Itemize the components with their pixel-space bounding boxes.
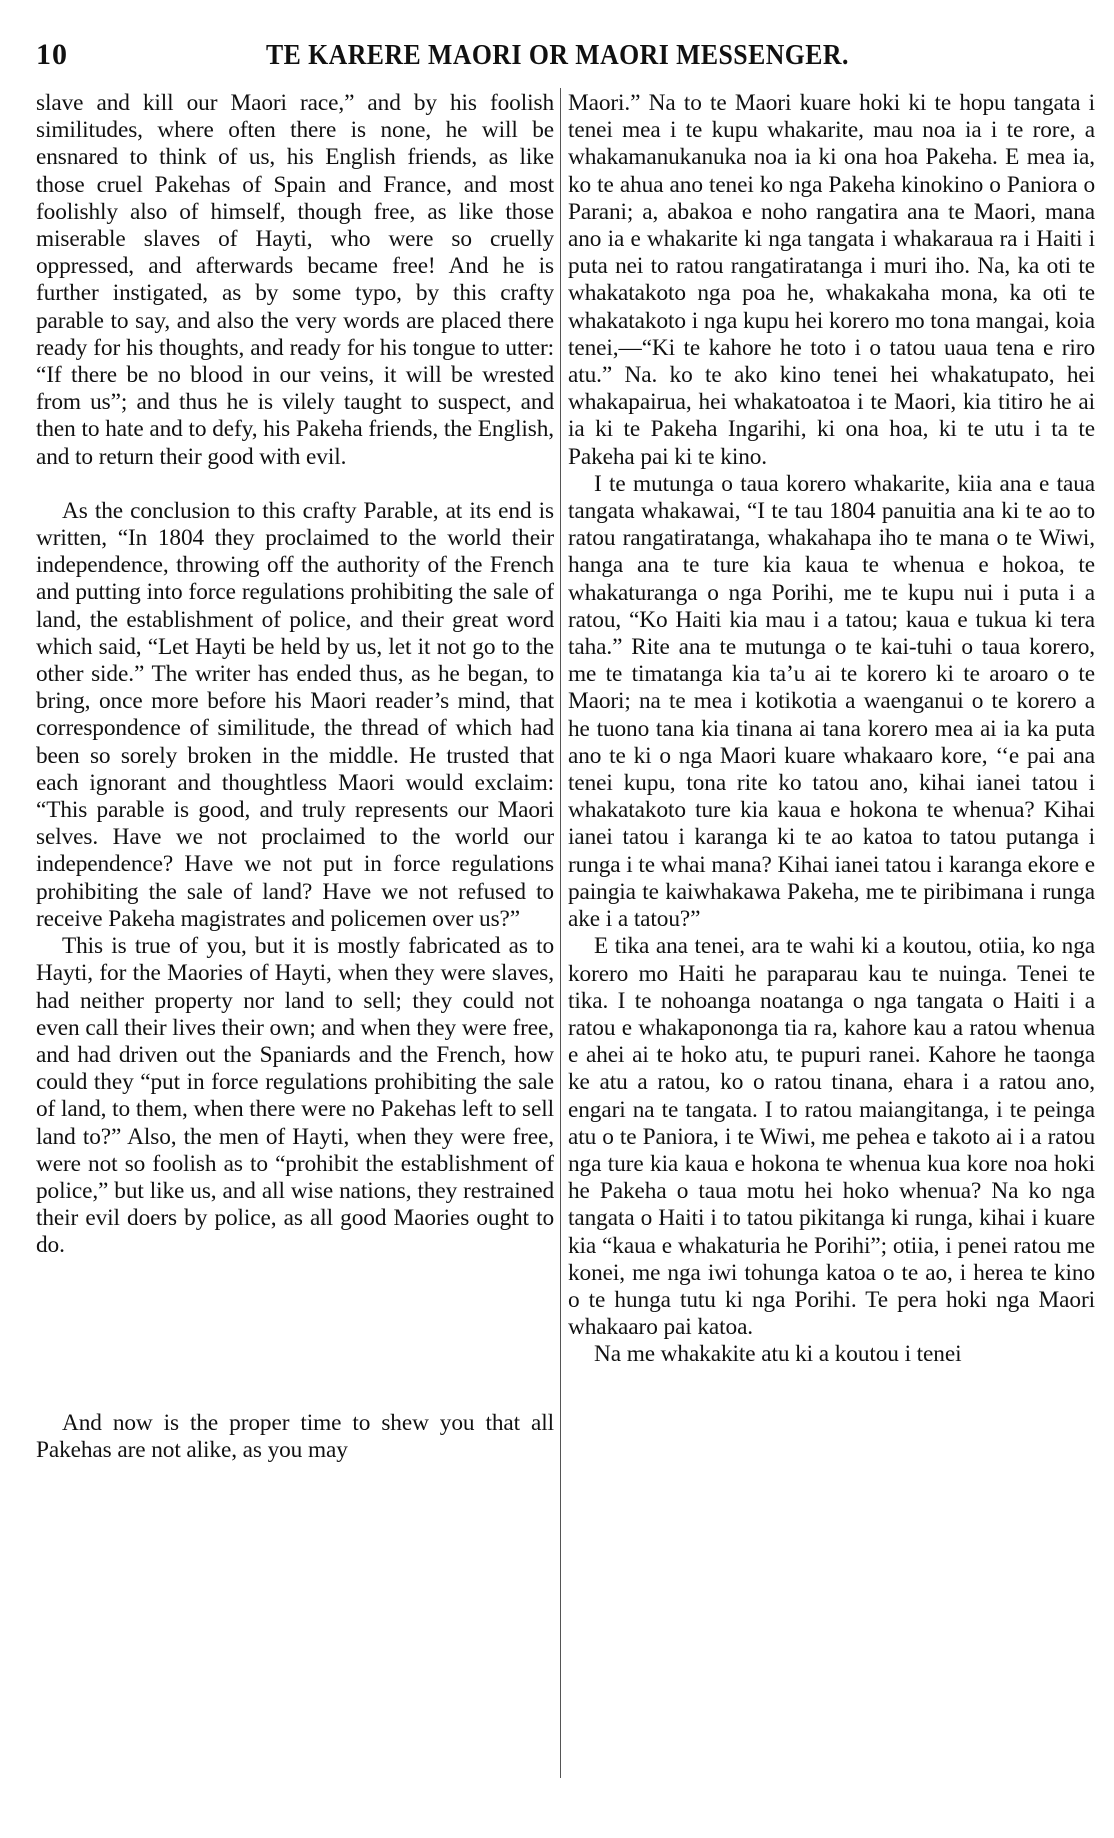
maori-column bbox=[568, 90, 1095, 1802]
page-number: 10 bbox=[36, 38, 68, 71]
english-paragraph-4: And now is the proper time to shew you that all Pakehas are not alike, as you may bbox=[36, 1409, 554, 1463]
english-column bbox=[36, 90, 554, 1802]
english-paragraph-2: As the conclusion to this crafty Parable, at its end is written, “In 1804 they proclaimed to the world their independence, throwing off the authority of the French and putting into force regulations prohibiting the sale of land, the establishment of police, and their great word which said, “Let Hayti be held by us, let it not go to the other side.” The writer has ended thus, as he began, to bring, once more before his Maori reader’s mind, that correspondence of similitude, the thread of which had been so sorely broken in the middle. He trusted that each ignorant and thoughtless Maori would exclaim: “This parable is good, and truly represents our Maori selves. Have we not proclaimed to the world our independence? Have we not put in force regulations prohibiting the sale of land? Have we not refused to receive Pakeha magistrates and policemen over us?” bbox=[36, 497, 554, 932]
english-paragraph-3: This is true of you, but it is mostly fabricated as to Hayti, for the Maories of Hayti, when they were slaves, had neither property nor land to sell; they could not even call their lives their own; and when they were free, and had driven out the Spaniards and the French, how could they “put in force regulations prohibiting the sale of land, to them, when there were no Pakehas left to sell land to?” Also, the men of Hayti, when they were free, were not so foolish as to “prohibit the establishment of police,” but like us, and all wise nations, they restrained their evil doers by police, as all good Maories ought to do. bbox=[36, 933, 554, 1259]
maori-paragraph-4: Na me whakakite atu ki a koutou i tenei bbox=[594, 1341, 962, 1368]
maori-paragraph-2: I te mutunga o taua korero whakarite, kiia ana e taua tangata whakawai, “I te tau 1804 panuitia ana ki te ao to ratou rangatiratanga, whakahapa iho te mana o te Wiwi, hanga ana te ture kia kaua te whenua e hokoa, te whakaturanga o nga Porihi, me te kupu nui i puta i a ratou, “Ko Haiti kia mau i a tatou; kaua e tukua ki tera taha.” Rite ana te mutunga o te kai-tuhi o taua korero, me te timatanga kia ta’u ai te korero ki te aroaro o te Maori; na te mea i kotikotia a waenganui o te korero a he tuono tana kia tinana ai tana korero mea ai ia ka puta ano te ki o nga Maori kuare whakaaro kore, ‘‘e pai ana tenei kupu, tona rite ko tatou ano, kihai ianei tatou i whakatakoto ture kia kaua e hokona te whenua? Kihai ianei tatou i karanga ki te ao katoa to tatou putanga i runga i te whai mana? Kihai ianei tatou i karanga ekore e paingia te kaiwhakawa Pakeha, me te piribimana i runga ake i a tatou?” bbox=[568, 470, 1095, 933]
english-paragraph-1: slave and kill our Maori race,” and by his foolish similitudes, where often there is none, he will be ensnared to think of us, his English friends, as like those cruel Pakehas of Spain and France, and most foolishly also of himself, though free, as like those miserable slaves of Hayti, who were so cruelly oppressed, and afterwards became free! And he is further instigated, as by some typo, by this crafty parable to say, and also the very words are placed there ready for his thoughts, and ready for his tongue to utter: “If there be no blood in our veins, it will be wrested from us”; and thus he is vilely taught to suspect, and then to hate and to defy, his Pakeha friends, the English, and to return their good with evil. bbox=[36, 90, 554, 470]
maori-paragraph-1: Maori.” Na to te Maori kuare hoki ki te hopu tangata i tenei mea i te kupu whakarite, mau noa ia i te rore, a whakamanukanuka noa ia ki ona hoa Pakeha. E mea ia, ko te ahua ano tenei ko nga Pakeha kinokino o Paniora o Parani; a, abakoa e noho rangatira ana te Maori, mana ano ia e whakarite ki nga tangata i whakaraua ra i Haiti i puta nei to ratou rangatiratanga i muri iho. Na, ka oti te whakatakoto nga poa he, whakakaha mona, ka oti te whakatakoto i nga kupu hei korero mo tona mangai, koia tenei,—“Ki te kahore he toto i o tatou uaua tena e riro atu.” Na. ko te ako kino tenei hei whakatupato, hei whakapairua, hei whakatoatoa i te Maori, kia titiro he ai ia ki te Pakeha Ingarihi, ki ona hoa, ki te utu i ta te Pakeha pai ki te kino. bbox=[568, 90, 1095, 470]
running-title: TE KARERE MAORI OR MAORI MESSENGER. bbox=[266, 40, 849, 71]
column-divider bbox=[560, 88, 561, 1778]
page-header bbox=[36, 38, 1100, 78]
maori-paragraph-3: E tika ana tenei, ara te wahi ki a koutou, otiia, ko nga korero mo Haiti he paraparau kau te nuinga. Tenei te tika. I te nohoanga noatanga o nga tangata o Haiti i a ratou e whakapononga tia ra, kahore kau a ratou whenua e ahei ai te hoko atu, te pupuri ranei. Kahore he taonga ke atu a ratou, ko o ratou tinana, ehara i a ratou ano, engari na te tangata. I to ratou maiangitanga, i te peinga atu o te Paniora, i te Wiwi, me pehea e takoto ai i a ratou nga ture kia kaua e hokona te whenua kua kore noa hoki he Pakeha o taua motu hei hoko whenua? Na ko nga tangata o Haiti i to tatou pikitanga ki runga, kihai i kuare kia “kaua e whakaturia he Porihi”; otiia, i penei ratou me konei, me nga iwi tohunga katoa o te ao, i herea te kino o te hunga tutu ki nga Porihi. Te pera hoki nga Maori whakaaro pai katoa. bbox=[568, 933, 1095, 1341]
